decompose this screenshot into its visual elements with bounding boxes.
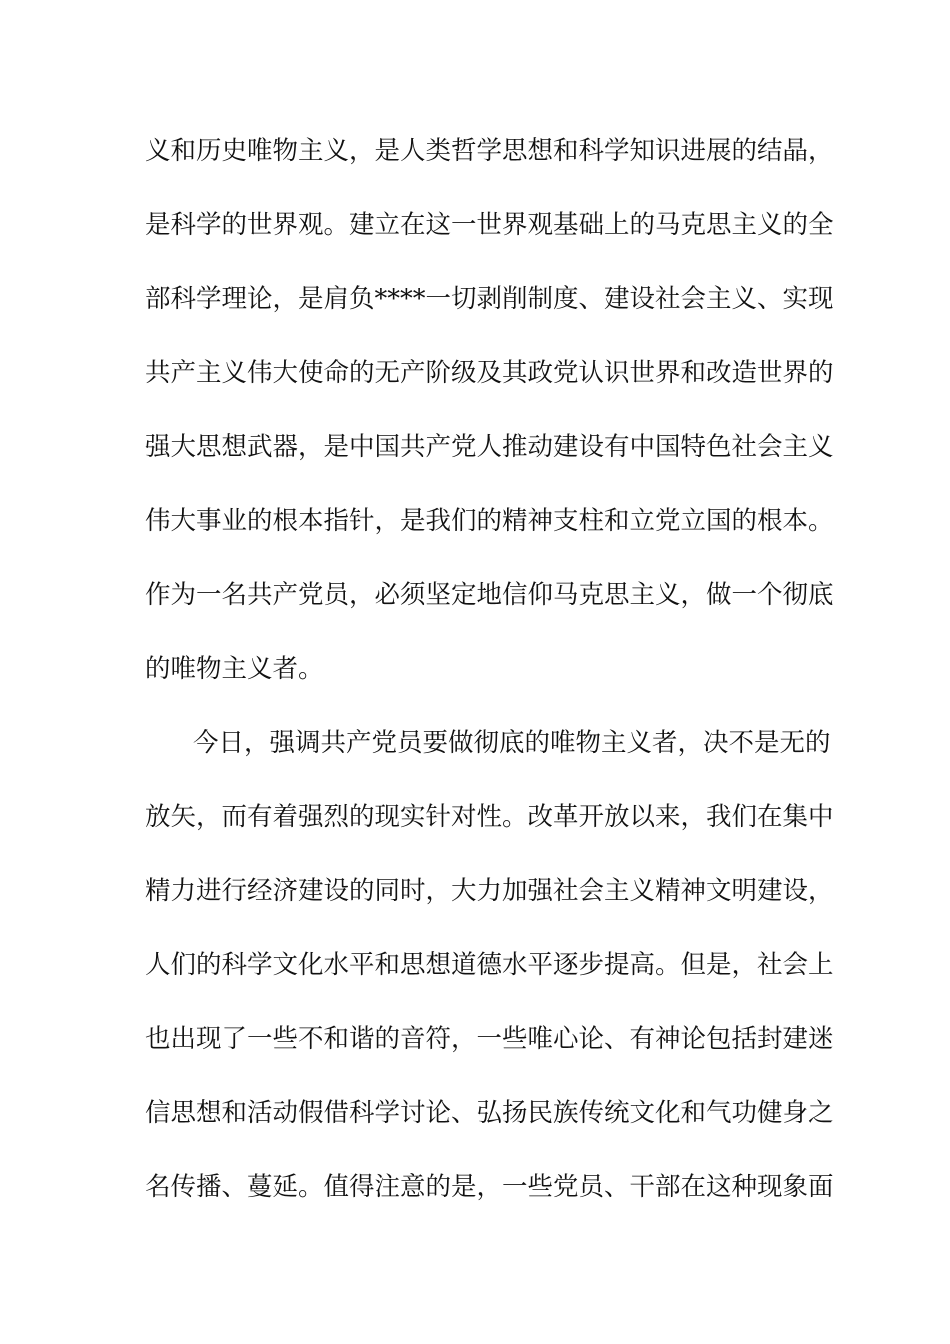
text-line: 也出现了一些不和谐的音符，一些唯心论、有神论包括封建迷 — [145, 1024, 834, 1054]
text-line: 是科学的世界观。建立在这一世界观基础上的马克思主义的全 — [145, 210, 834, 240]
text-line: 的唯物主义者。 — [145, 654, 324, 684]
text-line: 强大思想武器，是中国共产党人推动建设有中国特色社会主义 — [145, 432, 834, 462]
text-line: 名传播、蔓延。值得注意的是，一些党员、干部在这种现象面 — [145, 1172, 834, 1202]
text-line: 伟大事业的根本指针，是我们的精神支柱和立党立国的根本。 — [145, 506, 834, 536]
text-line: 义和历史唯物主义，是人类哲学思想和科学知识进展的结晶， — [145, 136, 834, 166]
text-line: 精力进行经济建设的同时，大力加强社会主义精神文明建设， — [145, 876, 834, 906]
text-line: 部科学理论，是肩负****一切剥削制度、建设社会主义、实现 — [145, 284, 834, 314]
text-line: 共产主义伟大使命的无产阶级及其政党认识世界和改造世界的 — [145, 358, 834, 388]
text-line: 人们的科学文化水平和思想道德水平逐步提高。但是，社会上 — [145, 950, 834, 980]
text-line: 信思想和活动假借科学讨论、弘扬民族传统文化和气功健身之 — [145, 1098, 834, 1128]
text-line: 作为一名共产党员，必须坚定地信仰马克思主义，做一个彻底 — [145, 580, 834, 610]
text-line: 放矢，而有着强烈的现实针对性。改革开放以来，我们在集中 — [145, 802, 834, 832]
text-line: 今日，强调共产党员要做彻底的唯物主义者，决不是无的 — [193, 728, 831, 758]
